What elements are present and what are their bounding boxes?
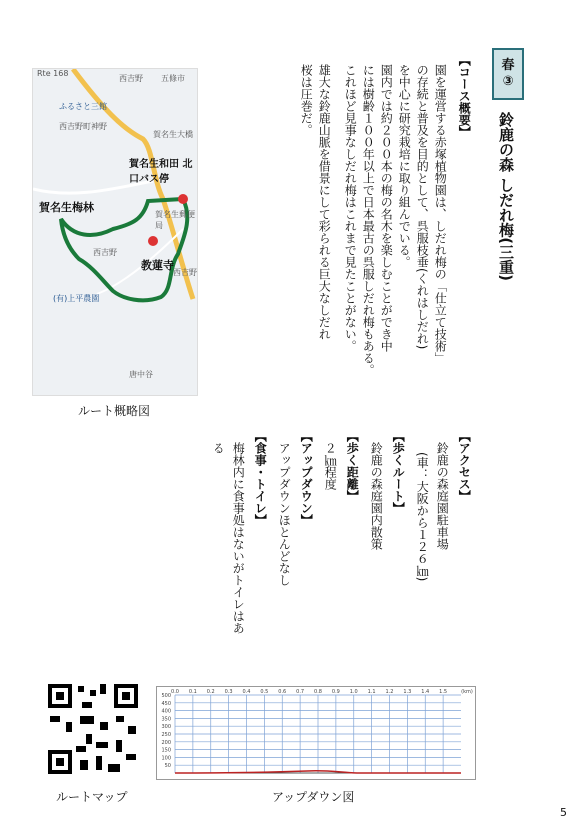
profile-x-tick: 0.7 <box>296 689 305 695</box>
profile-x-tick: 0.5 <box>260 689 269 695</box>
profile-y-tick: 500 <box>161 693 171 699</box>
map-label-west-yoshino2: 西吉野 <box>93 248 117 257</box>
course-line: 園を運営する赤塚植物園は、しだれ梅の「仕立て技術」 <box>433 64 448 364</box>
map-label-west-yoshino3: 西吉野 <box>173 268 197 277</box>
info-heading: 【アクセス】 <box>457 430 472 502</box>
profile-x-tick: 0.2 <box>206 689 215 695</box>
page-number: 5 <box>560 806 567 819</box>
profile-y-tick: 50 <box>164 763 171 770</box>
map-caption: ルート概略図 <box>78 404 151 418</box>
profile-y-tick: 100 <box>161 755 171 762</box>
course-line: 桜は圧巻だ。 <box>299 64 314 136</box>
profile-y-tick: 400 <box>161 708 171 715</box>
info-heading: 【食事・トイレ】 <box>253 430 268 526</box>
page-title: 鈴鹿の森 しだれ梅(三重) <box>497 112 515 281</box>
route-map <box>32 68 198 396</box>
profile-y-tick: 150 <box>161 747 171 754</box>
info-line: (車：大阪から１２６㎞) <box>415 452 430 582</box>
badge-season: 春 <box>501 58 515 74</box>
map-label-gojo: 五條市 <box>161 74 185 83</box>
map-label-anou-bridge: 賀名生大橋 <box>153 130 193 139</box>
profile-x-tick: 1.1 <box>367 689 376 695</box>
qr-code[interactable] <box>46 682 140 776</box>
profile-x-tick: 0.4 <box>242 689 251 695</box>
profile-y-tick: 300 <box>161 724 171 731</box>
map-label-nishiyoshino-town: 西吉野町神野 <box>59 122 107 131</box>
course-line: を中心に研究栽培に取り組んでいる。 <box>397 64 412 268</box>
map-label-temple: 教蓮寺 <box>141 259 174 272</box>
qr-caption: ルートマップ <box>56 790 128 804</box>
profile-caption: アップダウン図 <box>272 790 355 804</box>
info-heading: 【歩く距離】 <box>345 430 360 502</box>
course-heading: 【コース概要】 <box>457 54 472 138</box>
map-label-route-start: 賀名生梅林 <box>39 201 94 214</box>
profile-x-tick: 0.8 <box>314 689 322 695</box>
course-line: 園内では約２００本の梅の名木を楽しむことができ中 <box>379 64 394 352</box>
qr-code-svg <box>46 682 140 776</box>
info-line: る <box>211 442 226 454</box>
profile-x-tick: (km) <box>461 689 473 695</box>
profile-x-tick: 0.9 <box>331 689 340 695</box>
info-line: 梅林内に食事処はないがトイレはあ <box>231 442 246 634</box>
profile-x-tick: 0.6 <box>278 689 287 695</box>
profile-x-tick: 0.1 <box>188 689 197 695</box>
course-line: には樹齢１００年以上で日本最古の呉服しだれ梅もある。 <box>361 64 376 376</box>
profile-x-tick: 1.3 <box>403 689 412 695</box>
map-label-bus-stop: 賀名生和田 北口バス停 <box>129 159 193 185</box>
bus-stop-marker <box>178 194 188 204</box>
elevation-profile <box>156 686 476 780</box>
elevation-profile-svg <box>157 687 475 779</box>
info-line: アップダウンほとんどなし <box>277 442 292 586</box>
temple-marker <box>148 236 158 246</box>
profile-x-tick: 1.2 <box>385 689 394 695</box>
map-label-nishiyoshino: 西吉野 <box>119 74 143 83</box>
profile-y-tick: 450 <box>161 700 171 707</box>
map-label-karachu: 唐中谷 <box>129 370 153 379</box>
profile-x-tick: 0.3 <box>224 689 233 695</box>
route-map-svg <box>33 69 197 395</box>
course-line: これほど見事なしだれ梅はこれまで見たことがない。 <box>343 64 358 352</box>
info-heading: 【歩くルート】 <box>391 430 406 514</box>
info-heading: 【アップダウン】 <box>299 430 314 526</box>
profile-y-tick: 250 <box>161 732 171 738</box>
map-label-road: Rte 168 <box>37 69 69 78</box>
map-label-anou-post: 賀名生郵便局 <box>155 210 195 230</box>
profile-x-tick: 1.0 <box>349 689 358 695</box>
map-label-ue-hira: (有)上平農園 <box>53 294 100 303</box>
profile-y-tick: 350 <box>161 716 171 723</box>
badge-number: ③ <box>502 74 514 89</box>
course-line: 雄大な鈴鹿山脈を借景にして彩られる巨大なしだれ <box>317 64 332 340</box>
info-line: 鈴鹿の森庭園駐車場 <box>435 442 450 550</box>
map-label-furusato: ふるさと三館 <box>59 102 107 111</box>
profile-x-tick: 1.5 <box>439 689 448 695</box>
season-badge <box>492 48 524 100</box>
profile-x-tick: 0.0 <box>171 689 179 695</box>
info-line: ２㎞程度 <box>323 442 338 490</box>
profile-x-tick: 1.4 <box>421 689 430 695</box>
profile-y-tick: 200 <box>161 739 171 746</box>
profile-grid <box>161 689 472 773</box>
course-line: の存続と普及を目的として、呉服枝垂(くれはしだれ) <box>415 64 430 350</box>
info-line: 鈴鹿の森庭園内散策 <box>369 442 384 550</box>
